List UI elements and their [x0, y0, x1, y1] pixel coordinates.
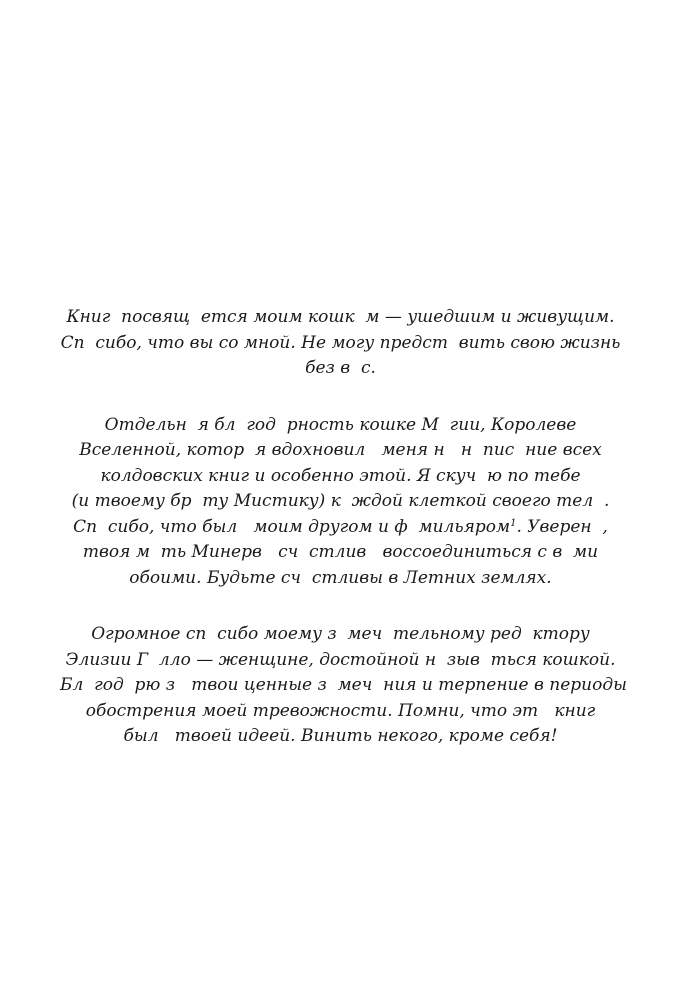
text-line-start: Сп сибо, что был моим другом и ф мильяром: [73, 516, 511, 537]
text-line: колдовских книг и особенно этой. Я скуч ю по тебе: [100, 465, 581, 486]
dedication-text: [60, 305, 627, 781]
text-line: твоя м ть Минерв сч стлив воссоединиться с в ми: [82, 542, 599, 562]
text-line: Книг посвящ ется моим кошк м — ушедшим и живущим.: [66, 307, 615, 327]
dedication-paragraph-magic: [60, 413, 621, 592]
text-line: обоими. Будьте сч стливы в Летних землях.: [129, 567, 552, 588]
text-line-end: . Уверен ,: [516, 516, 608, 537]
dedication-paragraph-cats: [60, 305, 621, 382]
dedication-paragraph-editor: [60, 622, 627, 750]
text-line: был твоей идеей. Винить некого, кроме себя!: [123, 726, 558, 746]
text-line: обострения моей тревожности. Помни, что эт книг: [85, 700, 596, 721]
text-line: Вселенной, котор я вдохновил меня н н пис ние всех: [79, 440, 602, 460]
text-line: Отдельн я бл год рность кошке М гии, Королеве: [104, 414, 577, 435]
text-line: Огромное сп сибо моему з меч тельному ред ктору: [91, 624, 590, 644]
text-line: Сп сибо, что вы со мной. Не могу предст вить свою жизнь: [60, 332, 621, 353]
text-line-with-footnote: [60, 515, 621, 541]
text-line: Бл год рю з твои ценные з меч ния и терпение в периоды: [60, 675, 627, 695]
footnote-mark[interactable]: 1: [510, 517, 517, 529]
text-line: (и твоему бр ту Мистику) к ждой клеткой своего тел .: [71, 491, 610, 511]
text-line: без в с.: [305, 358, 376, 378]
text-line: Элизии Г лло — женщине, достойной н зыв ться кошкой.: [65, 649, 616, 670]
